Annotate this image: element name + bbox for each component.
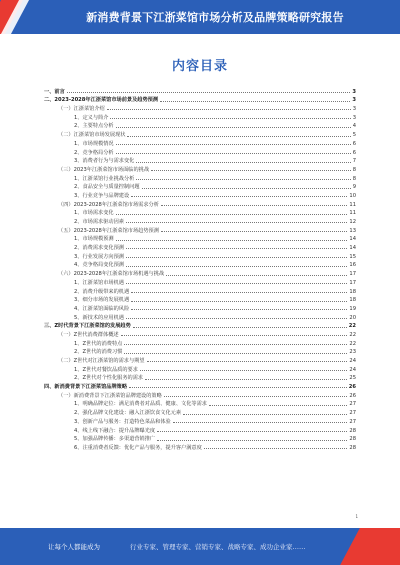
toc-entry-page: 18 <box>349 288 356 295</box>
toc-entry[interactable] <box>44 225 356 234</box>
toc-entry[interactable] <box>44 173 356 182</box>
toc-leader-dots <box>142 188 351 189</box>
toc-leader-dots <box>126 257 347 258</box>
toc-entry-label: 2、Z世代的消费习惯 <box>44 348 123 355</box>
toc-entry-page: 28 <box>349 427 356 434</box>
toc-leader-dots <box>129 387 347 388</box>
toc-entry[interactable] <box>44 355 356 364</box>
toc-entry-page: 8 <box>352 175 356 182</box>
toc-entry-label: 三、Z时代背景下江浙菜馆的发展趋势 <box>44 323 131 330</box>
toc-entry[interactable] <box>44 381 356 390</box>
toc-entry[interactable] <box>44 190 356 199</box>
toc-entry-page: 25 <box>349 375 356 382</box>
toc-entry-label: 6、注重消费者反馈：优化产品与服务，提升客户满意度 <box>44 444 203 451</box>
toc-entry-label: 3、细分市场的发展机遇 <box>44 296 130 303</box>
toc-entry-page: 26 <box>348 384 356 391</box>
toc-leader-dots <box>160 101 350 102</box>
toc-entry-label: （六）2023-2028年江浙菜馆市场机遇与挑战 <box>44 270 165 277</box>
toc-entry-label: 2、食品安全与质量控制问题 <box>44 183 141 190</box>
toc-entry[interactable] <box>44 182 356 191</box>
toc-entry-page: 26 <box>349 392 356 399</box>
toc-entry-label: 4、江浙菜馆面临的风险 <box>44 305 130 312</box>
toc-leader-dots <box>126 283 347 284</box>
toc-entry-label: 1、Z世代的消费特点 <box>44 340 123 347</box>
toc-heading: 内容目录 <box>171 59 228 74</box>
toc-entry[interactable] <box>44 216 356 225</box>
toc-entry-page: 22 <box>349 331 356 338</box>
toc-entry-page: 28 <box>349 436 356 443</box>
toc-entry[interactable] <box>44 295 356 304</box>
toc-entry-page: 10 <box>349 192 356 199</box>
toc-leader-dots <box>126 222 347 223</box>
toc-entry-label: 1、Z世代对餐饮品质的要求 <box>44 366 139 373</box>
toc-entry[interactable] <box>44 321 356 330</box>
toc-entry-label: 四、新消费背景下江浙菜馆品牌策略 <box>44 384 128 391</box>
toc-entry-page: 22 <box>349 340 356 347</box>
toc-leader-dots <box>116 144 351 145</box>
toc-leader-dots <box>164 396 348 397</box>
toc-entry-page: 27 <box>349 418 356 425</box>
toc-leader-dots <box>110 118 350 119</box>
toc-entry[interactable] <box>44 86 356 95</box>
toc-entry-label: 4、竞争格局变化预测 <box>44 261 125 268</box>
toc-entry-label: 2、Z世代对个性化服务的需求 <box>44 374 144 381</box>
page-number: 1 <box>355 514 358 519</box>
toc-leader-dots <box>133 327 347 328</box>
toc-entry[interactable] <box>44 286 356 295</box>
toc-leader-dots <box>124 344 347 345</box>
report-title: 新消费背景下江浙菜馆市场分析及品牌策略研究报告 <box>86 11 344 24</box>
toc-entry-page: 22 <box>348 323 356 330</box>
toc-entry-page: 9 <box>352 184 356 191</box>
toc-entry[interactable] <box>44 442 356 451</box>
toc-entry-page: 17 <box>349 271 356 278</box>
toc-entry[interactable] <box>44 260 356 269</box>
toc-entry-label: 1、市场规模预测 <box>44 235 115 242</box>
toc-entry-page: 13 <box>349 227 356 234</box>
toc-entry[interactable] <box>44 347 356 356</box>
footer-red-wedge <box>340 528 400 565</box>
toc-entry-label: 二、2023-2028年江浙菜馆市场前景及趋势预测 <box>44 97 159 104</box>
toc-entry-label: 2、消费需求变化预测 <box>44 244 125 251</box>
toc-leader-dots <box>116 127 351 128</box>
toc-entry[interactable] <box>44 147 356 156</box>
toc-leader-dots <box>204 448 348 449</box>
toc-entry[interactable] <box>44 416 356 425</box>
toc-entry-label: 1、市场规模情况 <box>44 140 115 147</box>
toc-entry-page: 20 <box>349 314 356 321</box>
toc-entry-page: 12 <box>349 219 356 225</box>
toc-entry-page: 3 <box>352 88 356 95</box>
toc-entry[interactable] <box>44 121 356 130</box>
toc-entry-label: 2、主要特点分析 <box>44 122 115 129</box>
toc-entry-page: 27 <box>349 410 356 417</box>
toc-entry-label: 3、消费者行为与需求变化 <box>44 157 135 164</box>
toc-entry[interactable] <box>44 434 356 443</box>
toc-entry[interactable] <box>44 329 356 338</box>
toc-leader-dots <box>161 231 347 232</box>
toc-leader-dots <box>145 379 347 380</box>
toc-entry[interactable] <box>44 95 356 104</box>
toc-entry[interactable] <box>44 303 356 312</box>
toc-leader-dots <box>126 266 347 267</box>
toc-entry-label: （四）2023-2028年江浙菜馆市场需求分析 <box>44 201 160 208</box>
toc-entry-label: （二）江浙菜馆市场发展现状 <box>44 131 126 138</box>
toc-entry[interactable] <box>44 138 356 147</box>
toc-entry[interactable] <box>44 390 356 399</box>
toc-entry-label: （二）Z世代对江浙菜馆的需求与期望 <box>44 357 146 364</box>
toc-leader-dots <box>157 440 347 441</box>
toc-entry-label: 2、市场需求驱动因素 <box>44 218 125 225</box>
toc-entry-label: 5、新技术的应用机遇 <box>44 314 125 321</box>
toc-entry[interactable] <box>44 251 356 260</box>
toc-entry-label: 4、线上线下融合：提升品牌曝光度 <box>44 427 156 434</box>
toc-entry-page: 14 <box>349 236 356 243</box>
toc-leader-dots <box>147 361 348 362</box>
toc-entry-page: 24 <box>349 366 356 373</box>
toc-entry-page: 15 <box>349 253 356 260</box>
toc-entry-page: 6 <box>352 140 356 147</box>
toc-entry[interactable] <box>44 373 356 382</box>
footer-roles: 行业专家、管理专家、营销专家、战略专家、成功企业家…… <box>130 543 306 551</box>
toc-entry[interactable] <box>44 234 356 243</box>
toc-entry-label: 1、定义与简介 <box>44 114 109 121</box>
toc-entry-label: （五）2023-2028年江浙菜馆市场趋势预测 <box>44 227 160 234</box>
toc-entry-page: 3 <box>352 97 356 104</box>
toc-entry-page: 4 <box>352 123 356 130</box>
toc-entry-label: 1、江浙菜馆市场机遇 <box>44 279 125 286</box>
toc-entry[interactable] <box>44 277 356 286</box>
toc-entry-label: 5、加强品牌传播：多渠道营销推广 <box>44 435 156 442</box>
toc-leader-dots <box>107 109 351 110</box>
toc-entry-page: 17 <box>349 279 356 286</box>
toc-entry-page: 16 <box>349 262 356 269</box>
toc-entry-label: 1、明确品牌定位：满足消费者对品质、健康、文化等需求 <box>44 400 208 407</box>
toc-leader-dots <box>173 422 348 423</box>
toc-leader-dots <box>209 405 347 406</box>
toc-leader-dots <box>124 353 347 354</box>
toc-leader-dots <box>161 205 347 206</box>
toc-leader-dots <box>140 370 347 371</box>
toc-entry-page: 6 <box>352 149 356 156</box>
toc-entry-page: 5 <box>352 132 356 139</box>
footer-banner <box>0 528 400 565</box>
toc-entry-page: 14 <box>349 245 356 252</box>
toc-entry[interactable] <box>44 208 356 217</box>
toc-entry-page: 7 <box>352 158 356 165</box>
toc-entry-label: 1、江浙菜馆行业挑战分析 <box>44 175 135 182</box>
toc-entry[interactable] <box>44 112 356 121</box>
toc-leader-dots <box>126 248 347 249</box>
toc-entry-label: 3、创新产品与服务：打造特色菜品和体验 <box>44 418 172 425</box>
toc-entry-label: 2、竞争格局分析 <box>44 149 115 156</box>
toc-leader-dots <box>131 196 347 197</box>
toc-leader-dots <box>121 335 348 336</box>
toc-leader-dots <box>116 214 348 215</box>
toc-entry-page: 11 <box>349 201 356 208</box>
toc-leader-dots <box>151 170 351 171</box>
toc-entry-label: 3、行业竞争与品牌建设 <box>44 192 130 199</box>
toc-entry[interactable] <box>44 407 356 416</box>
toc-entry-page: 23 <box>349 349 356 356</box>
toc-entry-label: 1、市场需求变化 <box>44 209 115 216</box>
toc-leader-dots <box>136 179 350 180</box>
toc-entry-page: 11 <box>349 210 356 217</box>
toc-leader-dots <box>127 136 350 137</box>
toc-entry-page: 24 <box>349 358 356 364</box>
toc-entry-page: 27 <box>349 401 356 408</box>
toc-entry-label: 一、前言 <box>44 88 65 95</box>
toc-entry-label: 3、行业发展方向预测 <box>44 253 125 260</box>
toc-entry-page: 19 <box>349 305 356 312</box>
toc-leader-dots <box>183 414 347 415</box>
toc-entry-label: （三）2023年江浙菜馆市场面临的挑战 <box>44 166 150 173</box>
toc-entry[interactable] <box>44 156 356 165</box>
toc-entry[interactable] <box>44 399 356 408</box>
toc-entry[interactable] <box>44 199 356 208</box>
toc-leader-dots <box>126 318 347 319</box>
toc-entry-label: 2、消费升级带来的机遇 <box>44 288 130 295</box>
toc-entry-label: 2、强化品牌文化建设：融入江浙饮食文化元素 <box>44 409 182 416</box>
footer-slogan: 让每个人都能成为 <box>48 543 100 551</box>
table-of-contents <box>44 86 356 451</box>
toc-entry-label: （一）Z世代消费群体概述 <box>44 331 120 338</box>
toc-entry-page: 28 <box>349 444 356 451</box>
toc-entry[interactable] <box>44 103 356 112</box>
toc-entry[interactable] <box>44 164 356 173</box>
toc-entry-label: （一）江浙菜馆介绍 <box>44 105 106 112</box>
toc-entry[interactable] <box>44 364 356 373</box>
toc-entry[interactable] <box>44 129 356 138</box>
toc-entry[interactable] <box>44 338 356 347</box>
toc-entry[interactable] <box>44 268 356 277</box>
toc-leader-dots <box>131 292 347 293</box>
toc-entry-page: 18 <box>349 297 356 304</box>
toc-leader-dots <box>157 431 347 432</box>
toc-entry[interactable] <box>44 425 356 434</box>
toc-leader-dots <box>131 309 347 310</box>
toc-entry-page: 3 <box>352 114 356 121</box>
toc-leader-dots <box>136 162 350 163</box>
toc-entry[interactable] <box>44 312 356 321</box>
report-header-banner <box>0 0 400 34</box>
toc-leader-dots <box>67 92 351 93</box>
toc-entry-page: 8 <box>352 166 356 173</box>
toc-leader-dots <box>131 301 347 302</box>
toc-leader-dots <box>116 240 348 241</box>
toc-leader-dots <box>166 275 347 276</box>
toc-entry-label: （一）新消费背景下江浙菜馆品牌建设的策略 <box>44 392 163 399</box>
toc-entry-page: 3 <box>352 106 356 113</box>
toc-entry[interactable] <box>44 242 356 251</box>
toc-leader-dots <box>116 153 351 154</box>
